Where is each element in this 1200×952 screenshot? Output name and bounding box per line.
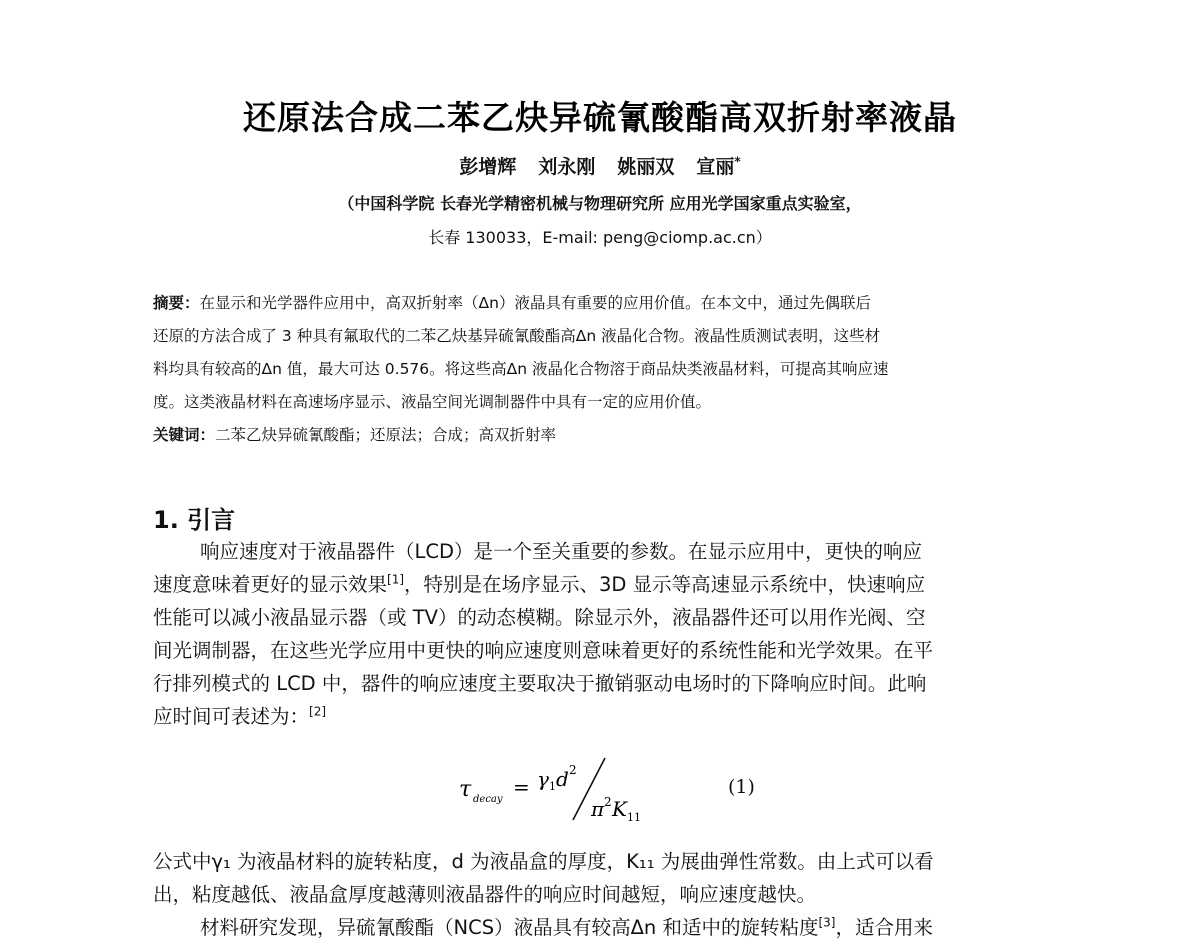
keywords-label: 关键词： bbox=[153, 426, 216, 444]
equation-1 bbox=[455, 752, 695, 832]
author-name: 刘永刚 bbox=[538, 156, 596, 178]
body-text-line: 出，粘度越低、液晶盒厚度越薄则液晶器件的响应时间越短，响应速度越快。 bbox=[153, 883, 817, 906]
equation-number: (1) bbox=[728, 776, 755, 798]
citation-ref: [2] bbox=[309, 704, 327, 719]
body-text-line: 应时间可表述为：[2] bbox=[153, 704, 327, 728]
svg-text:γ: γ bbox=[537, 767, 549, 791]
abstract-text: 度。这类液晶材料在高速场序显示、液晶空间光调制器件中具有一定的应用价值。 bbox=[153, 393, 712, 411]
svg-text:=: = bbox=[513, 775, 530, 799]
svg-text:K: K bbox=[612, 797, 627, 821]
svg-text:decay: decay bbox=[473, 794, 503, 805]
svg-text:τ: τ bbox=[459, 777, 472, 802]
keywords-text: 二苯乙炔异硫氰酸酯；还原法；合成；高双折射率 bbox=[215, 426, 557, 444]
citation-ref: [1] bbox=[387, 572, 405, 587]
body-text-line: 性能可以减小液晶显示器（或 TV）的动态模糊。除显示外，液晶器件还可以用作光阀、空 bbox=[153, 606, 926, 629]
svg-text:2: 2 bbox=[569, 763, 577, 777]
body-text-line: 行排列模式的 LCD 中，器件的响应速度主要取决于撤销驱动电场时的下降响应时间。此响 bbox=[153, 672, 927, 695]
body-text-line: 材料研究发现，异硫氰酸酯（NCS）液晶具有较高Δn 和适中的旋转粘度[3]，适合用来 bbox=[200, 915, 933, 939]
svg-text:π: π bbox=[591, 797, 605, 821]
citation-ref: [3] bbox=[818, 915, 836, 930]
affiliation-line: 长春 130033，E-mail: peng@ciomp.ac.cn） bbox=[428, 228, 772, 247]
author-list bbox=[0, 152, 1200, 179]
body-text-line: 公式中γ₁ 为液晶材料的旋转粘度，d 为液晶盒的厚度，K₁₁ 为展曲弹性常数。由上式可以看 bbox=[153, 850, 934, 873]
body-text-line: 速度意味着更好的显示效果[1]，特别是在场序显示、3D 显示等高速显示系统中，快速响应 bbox=[153, 572, 926, 596]
corresponding-mark: * bbox=[734, 154, 741, 169]
body-text-line: 响应速度对于液晶器件（LCD）是一个至关重要的参数。在显示应用中，更快的响应 bbox=[200, 540, 922, 563]
svg-text:d: d bbox=[556, 767, 569, 791]
svg-text:2: 2 bbox=[604, 795, 612, 809]
author-name: 宣丽* bbox=[696, 154, 741, 178]
paper-title: 还原法合成二苯乙炔异硫氰酸酯高双折射率液晶 bbox=[243, 98, 957, 137]
abstract-text: 料均具有较高的Δn 值，最大可达 0.576。将这些高Δn 液晶化合物溶于商品炔类液晶材料，可提高其响应速 bbox=[153, 360, 889, 378]
affiliation-line: （中国科学院 长春光学精密机械与物理研究所 应用光学国家重点实验室， bbox=[338, 194, 862, 213]
abstract-text: 在显示和光学器件应用中，高双折射率（Δn）液晶具有重要的应用价值。在本文中，通过先偶联后 bbox=[199, 294, 871, 312]
abstract-text: 还原的方法合成了 3 种具有氟取代的二苯乙炔基异硫氰酸酯高Δn 液晶化合物。液晶性质测试表明，这些材 bbox=[153, 327, 881, 345]
body-text-line: 间光调制器，在这些光学应用中更快的响应速度则意味着更好的系统性能和光学效果。在平 bbox=[153, 639, 934, 662]
section-heading: 1. 引言 bbox=[153, 506, 236, 534]
abstract-label: 摘要： bbox=[153, 294, 200, 312]
svg-text:1: 1 bbox=[549, 780, 556, 793]
author-name: 姚丽双 bbox=[617, 156, 675, 178]
author-name: 彭增辉 bbox=[459, 156, 517, 178]
svg-text:11: 11 bbox=[627, 811, 641, 824]
